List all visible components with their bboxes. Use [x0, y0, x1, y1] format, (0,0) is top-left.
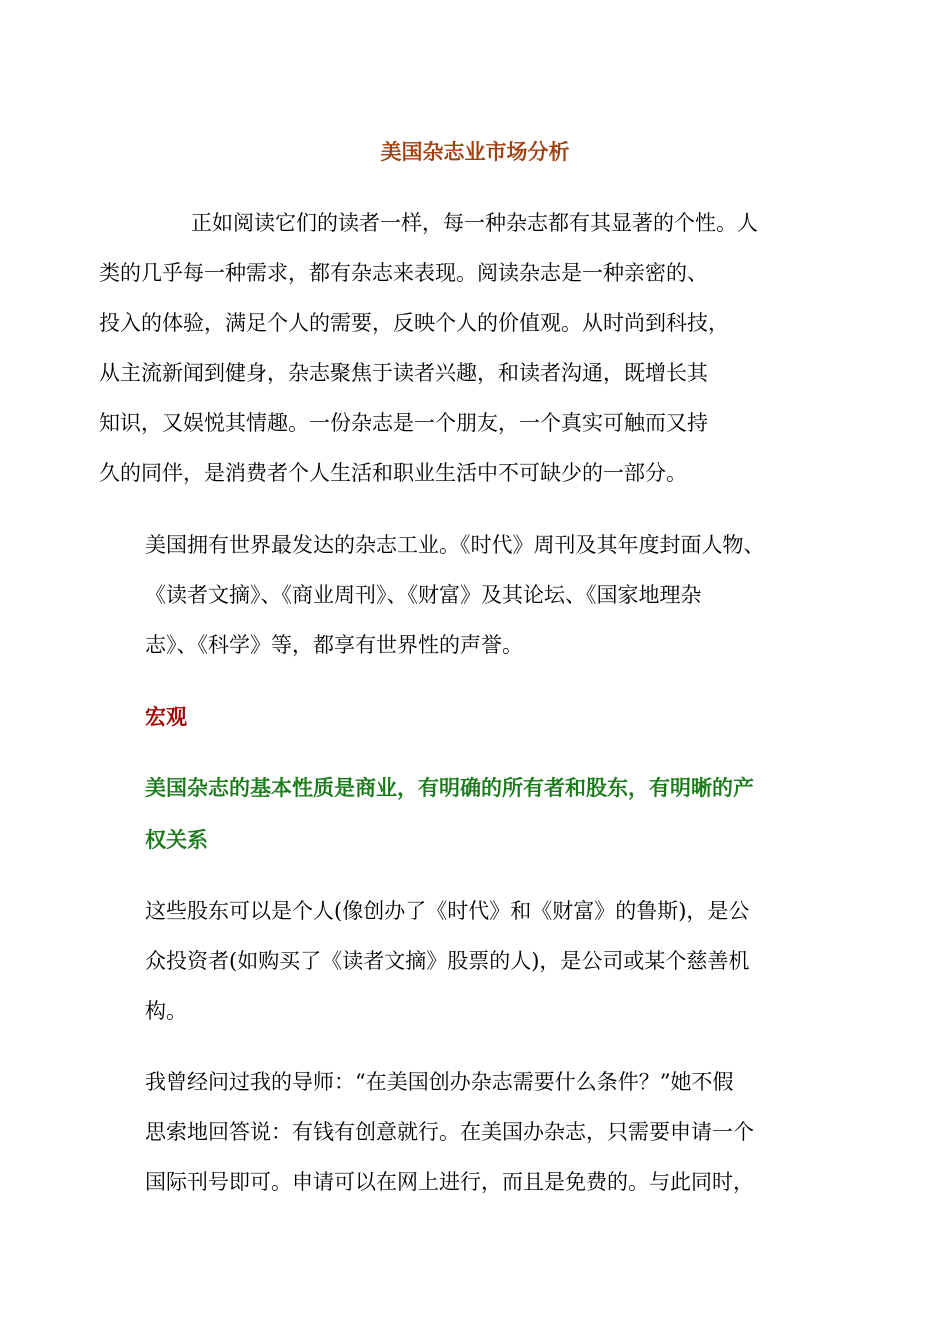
paragraph-line: 久的同伴，是消费者个人生活和职业生活中不可缺少的一部分。	[99, 461, 687, 485]
sub-heading-line: 美国杂志的基本性质是商业，有明确的所有者和股东，有明晰的产	[145, 776, 754, 800]
mentor-paragraph	[145, 1057, 800, 1207]
document-title: 美国杂志业市场分析	[380, 140, 570, 164]
sub-heading	[145, 762, 800, 866]
paragraph-line: 思索地回答说：有钱有创意就行。在美国办杂志，只需要申请一个	[145, 1120, 754, 1144]
paragraph-line: 国际刊号即可。申请可以在网上进行，而且是免费的。与此同时，	[145, 1170, 754, 1194]
paragraph-line: 志》、《科学》等，都享有世界性的声誉。	[145, 633, 523, 657]
paragraph-line: 正如阅读它们的读者一样，每一种杂志都有其显著的个性。人	[191, 211, 758, 235]
sub-heading-line: 权关系	[145, 828, 208, 852]
paragraph-line: 《读者文摘》、《商业周刊》、《财富》及其论坛、《国家地理杂	[145, 583, 702, 607]
paragraph-line: 投入的体验，满足个人的需要，反映个人的价值观。从时尚到科技，	[99, 311, 729, 335]
paragraph-line: 美国拥有世界最发达的杂志工业。《时代》周刊及其年度封面人物、	[145, 533, 765, 557]
section-heading: 宏观	[145, 705, 187, 729]
industry-paragraph	[145, 520, 800, 670]
paragraph-line: 众投资者(如购买了《读者文摘》股票的人)，是公司或某个慈善机	[145, 949, 750, 973]
paragraph-line: 我曾经问过我的导师：“在美国创办杂志需要什么条件？”她不假	[145, 1070, 734, 1094]
intro-paragraph	[99, 198, 800, 498]
shareholders-paragraph	[145, 886, 800, 1036]
paragraph-line: 从主流新闻到健身，杂志聚焦于读者兴趣，和读者沟通，既增长其	[99, 361, 708, 385]
paragraph-line: 构。	[145, 999, 187, 1023]
paragraph-line: 类的几乎每一种需求，都有杂志来表现。阅读杂志是一种亲密的、	[99, 261, 708, 285]
paragraph-line: 知识，又娱悦其情趣。一份杂志是一个朋友，一个真实可触而又持	[99, 411, 708, 435]
paragraph-line: 这些股东可以是个人(像创办了《时代》和《财富》的鲁斯)，是公	[145, 899, 750, 923]
